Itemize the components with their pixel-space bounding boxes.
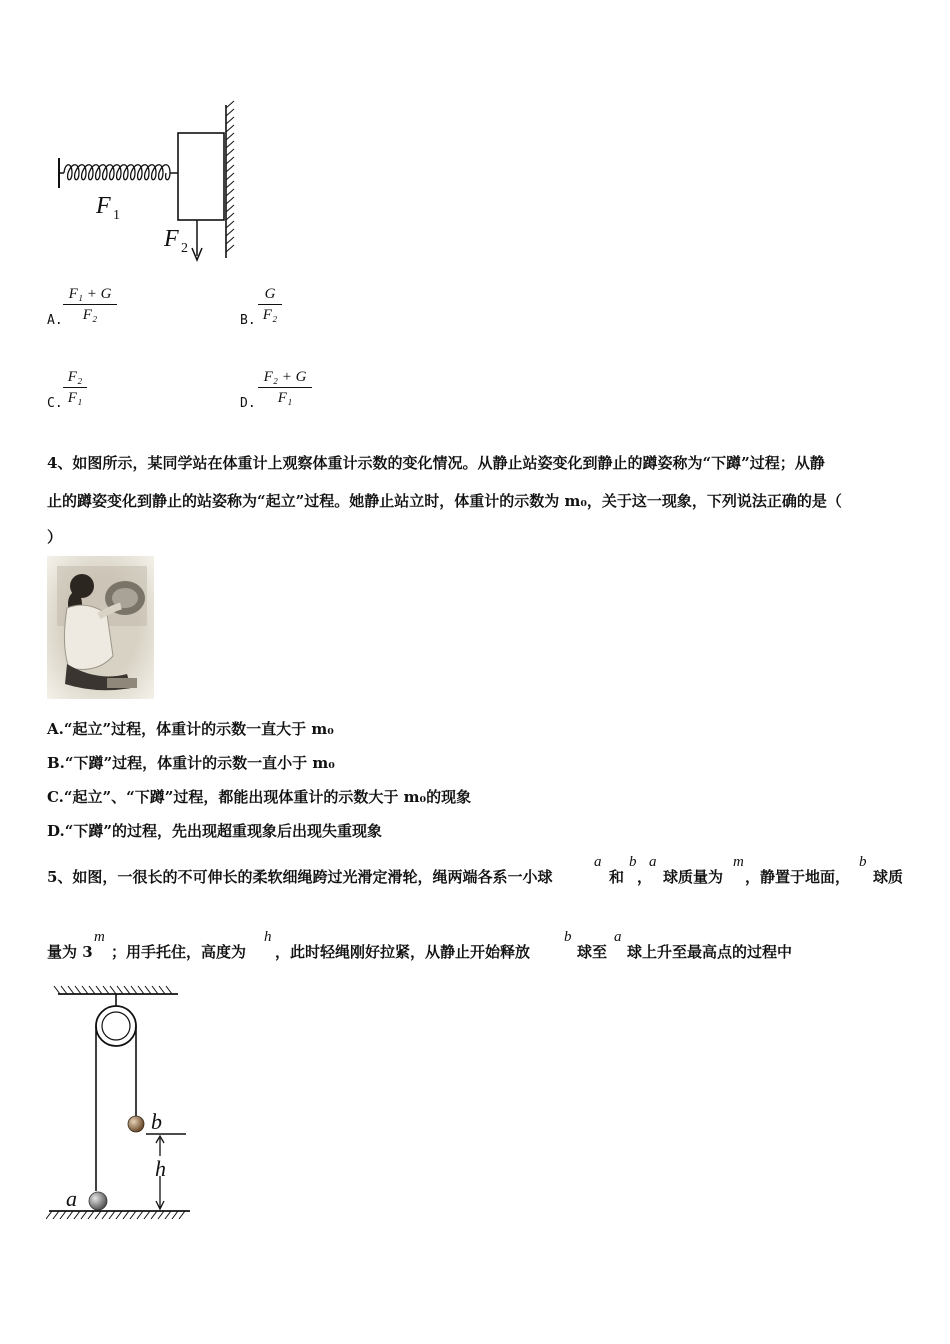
option-d-fraction — [258, 368, 312, 407]
q5-var-m-2: m — [94, 929, 105, 945]
q5-var-a-1: a — [594, 854, 602, 870]
q5-line-2 — [47, 929, 917, 981]
option-c-label: C. — [47, 396, 63, 411]
spring-block-figure — [50, 100, 250, 265]
squatting-girl-photo — [47, 556, 154, 699]
option-b-fraction — [258, 285, 282, 324]
option-a-numerator: F₁ + G — [68, 286, 112, 302]
q4-option-b: B.“下蹲”过程，体重计的示数一直小于 m₀ — [47, 754, 335, 772]
f2-sub: 2 — [181, 241, 188, 256]
pulley-figure — [46, 980, 196, 1225]
option-a-fraction — [63, 285, 117, 324]
label-b: b — [151, 1109, 162, 1134]
q4-option-c: C.“起立”、“下蹲”过程，都能出现体重计的示数大于 m₀的现象 — [47, 788, 472, 806]
f1-label: F — [96, 193, 111, 219]
q5-var-h: h — [264, 929, 272, 945]
q5-var-m-1: m — [733, 854, 744, 870]
q5-line-1 — [47, 854, 917, 906]
option-a-denominator: F₂ — [82, 307, 98, 323]
q5-var-b-2: b — [859, 854, 867, 870]
q5-var-a-2: a — [649, 854, 657, 870]
option-d-label: D. — [240, 396, 256, 411]
q4-option-d: D.“下蹲”的过程，先出现超重现象后出现失重现象 — [47, 822, 382, 840]
q4-line-3: ） — [47, 528, 63, 546]
q5-var-b-1: b — [629, 854, 637, 870]
q5-text-2: 球质量为 — [663, 868, 724, 886]
q5-text-3: ，静置于地面， — [745, 868, 851, 886]
label-a: a — [66, 1186, 77, 1211]
label-h: h — [155, 1156, 166, 1181]
option-a-label: A. — [47, 313, 63, 328]
q5-text-5: 量为 3 — [47, 943, 93, 961]
option-d-numerator: F₂ + G — [263, 369, 307, 385]
q5-text-and: 和 — [609, 868, 625, 886]
f2-label: F — [164, 226, 179, 252]
q5-comma-1: ， — [637, 868, 653, 886]
q5-text-9: 球上升至最高点的过程中 — [627, 943, 793, 961]
option-c-fraction — [63, 368, 87, 407]
option-b-label: B. — [240, 313, 256, 328]
q5-text-8: 球至 — [577, 943, 608, 961]
option-c-numerator: F₂ — [67, 369, 83, 385]
q5-var-b-3: b — [564, 929, 572, 945]
q5-text-4: 球质 — [873, 868, 904, 886]
f1-sub: 1 — [113, 208, 120, 223]
q5-text-7: ，此时轻绳刚好拉紧，从静止开始释放 — [275, 943, 531, 961]
q5-text-1: 5、如图，一很长的不可伸长的柔软细绳跨过光滑定滑轮，绳两端各系一小球 — [47, 868, 553, 886]
option-d-denominator: F₁ — [277, 390, 293, 406]
q4-line-2: 止的蹲姿变化到静止的站姿称为“起立”过程。她静止站立时，体重计的示数为 m₀，关于这一现象，下列说法正确的是（ — [47, 492, 842, 510]
q4-option-a: A.“起立”过程，体重计的示数一直大于 m₀ — [47, 720, 334, 738]
option-b-denominator: F₂ — [262, 307, 278, 323]
option-b-numerator: G — [264, 286, 276, 302]
q5-text-6: ；用手托住，高度为 — [111, 943, 247, 961]
option-c-denominator: F₁ — [67, 390, 83, 406]
q4-line-1: 4、如图所示，某同学站在体重计上观察体重计示数的变化情况。从静止站姿变化到静止的蹲姿称为“下蹲”过程；从静 — [47, 454, 825, 472]
q5-var-a-3: a — [614, 929, 622, 945]
